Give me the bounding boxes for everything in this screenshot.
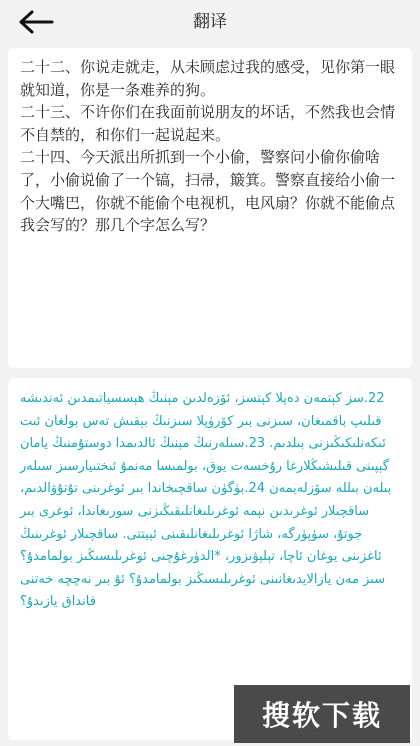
source-text-panel[interactable]: [8, 48, 412, 368]
source-text: 二十二、你说走就走，从未顾虑过我的感受，见你第一眼就知道，你是一条难养的狗。 二十三、不许你们在我面前说朋友的坏话，不然我也会情不自禁的，和你们一起说起来。 二十四、今天派出所抓到一个小偷，警察问小偷你偷啥了，小偷说偷了一个镐，扫帚，簸箕。警察直接给小偷一个大嘴巴，你就不能偷个电视机，电风扇？你就不能偷点我会写的？那几个字怎么写？: [20, 58, 396, 235]
back-button[interactable]: [14, 4, 58, 40]
watermark-logo: 搜软下载: [234, 685, 410, 743]
page-title: 翻译: [193, 12, 227, 32]
arrow-left-icon: [18, 10, 54, 34]
top-bar: [0, 0, 420, 44]
translation-result-text: 22.سز كېتمەن دەپلا كېتسز، ئۆزەلدىن مېنىڭ ھېسسياتىمدىن ئەندىشە قىلىپ باقمىغان، سىزنى بىر كۆرۈپلا سىزنىڭ بېقىش تەس بولغان ئىت ئىكەنلىكىڭىزنى بىلدىم. 23.سىلەرنىڭ مېنىڭ ئالدىمدا دوستۇمنىڭ يامان گېپىنى قىلىشىڭلارغا رۇخسەت يوق، بولمىسا مەنمۇ ئىختىيارسىز سىلەر بىلەن بىللە سۆزلەيمەن 24.بۈگۈن ساقچىخاندا بىر ئوغرىنى تۇتۇۋالدىم، ساقچىلار ئوغرىدىن نېمە ئوغرىلىغانلىقىڭىزنى سورىغاندا، ئوغرى بىر جوتۇ، سۈپۈرگە، شاژا ئوغرىلىغانلىقىنى ئېيتتى. ساقچىلار ئوغرىنىڭ ئاغزىنى يوغان ئاچا، تېلېۋىزور، *الدۈرغۇچنى ئوغرىلىسىڭىز بولمامدۇ؟ سىز مەن يازالايدىغانىنى ئوغرىلىسىڭىز بولمامدۇ؟ ئۇ بىر نەچچە خەتنى قانداق يازىدۇ؟: [15, 391, 392, 610]
